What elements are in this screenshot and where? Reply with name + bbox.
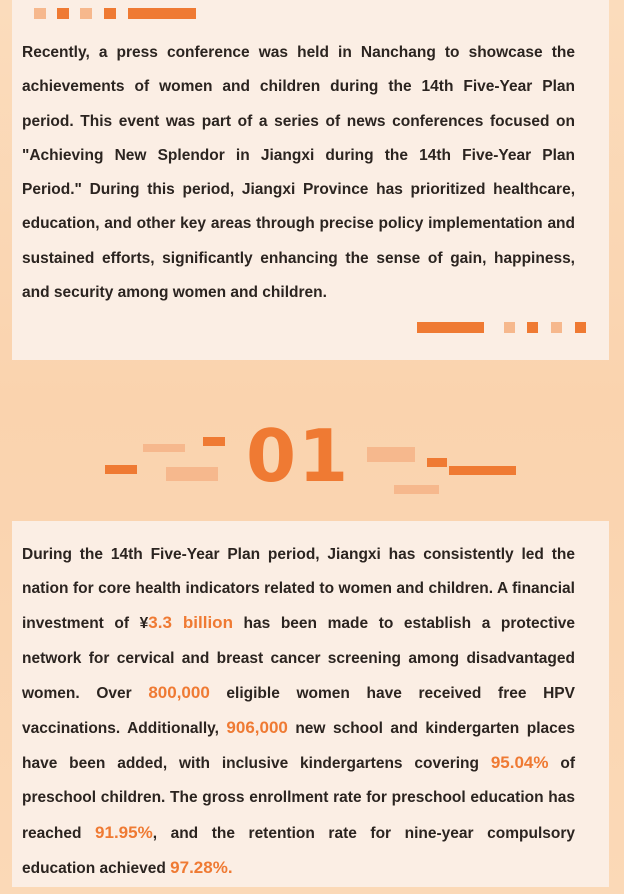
deco-dash-left-3 — [166, 467, 218, 481]
highlight-vaccinated-women: 800,000 — [148, 682, 210, 702]
deco-bar-bottom — [417, 322, 484, 333]
deco-square-4 — [104, 8, 116, 19]
highlight-retention-rate: 97.28%. — [170, 857, 233, 877]
text-segment: has been made to establish a protective network for cervical and breast cancer screening among disadvantaged women. Over — [22, 615, 575, 702]
text-segment: During the 14th Five-Year Plan period, Jiangxi has consistently led the nation for core health indicators related to women and children. A financial investment of ¥ — [22, 546, 575, 633]
deco-dash-left-2 — [143, 444, 185, 452]
deco-square-3 — [80, 8, 92, 19]
deco-dash-right-4 — [394, 485, 439, 494]
deco-dash-left-1 — [105, 465, 137, 474]
highlight-kindergarten-coverage: 95.04% — [490, 753, 549, 773]
intro-paragraph: Recently, a press conference was held in Nanchang to showcase the achievements of women and children during the 14th Five-Year Plan period. This event was part of a series of news conferences focused on "Achieving New Splendor in Jiangxi during the 14th Five-Year Plan Period." During this period, Jiangxi Province has prioritized healthcare, education, and other key areas through precise policy implementation and sustained efforts, significantly enhancing the sense of gain, happiness, and security among women and children. — [22, 44, 575, 302]
highlight-investment: 3.3 billion — [148, 613, 233, 633]
deco-dash-right-3 — [449, 466, 516, 475]
deco-square-8 — [575, 322, 586, 333]
deco-dash-left-4 — [203, 437, 225, 446]
highlight-school-places: 906,000 — [226, 718, 288, 738]
deco-square-1 — [34, 8, 46, 19]
text-segment: eligible women have received free HPV vaccinations. Additionally, — [22, 684, 575, 738]
deco-dash-right-1 — [367, 447, 415, 462]
text-segment: of preschool children. The gross enrollment rate for preschool education has reached — [22, 755, 575, 842]
deco-bar-top — [128, 8, 196, 19]
deco-dash-right-2 — [427, 458, 447, 467]
deco-square-5 — [504, 322, 515, 333]
deco-square-7 — [551, 322, 562, 333]
deco-square-6 — [527, 322, 538, 333]
achievements-paragraph — [22, 538, 575, 886]
deco-square-2 — [57, 8, 69, 19]
text-segment: new school and kindergarten places have been added, with inclusive kindergartens covering — [22, 720, 575, 773]
section-number: 01 — [246, 414, 351, 498]
text-segment: , and the retention rate for nine-year compulsory education achieved — [22, 824, 575, 877]
highlight-preschool-enrollment: 91.95% — [95, 822, 153, 842]
